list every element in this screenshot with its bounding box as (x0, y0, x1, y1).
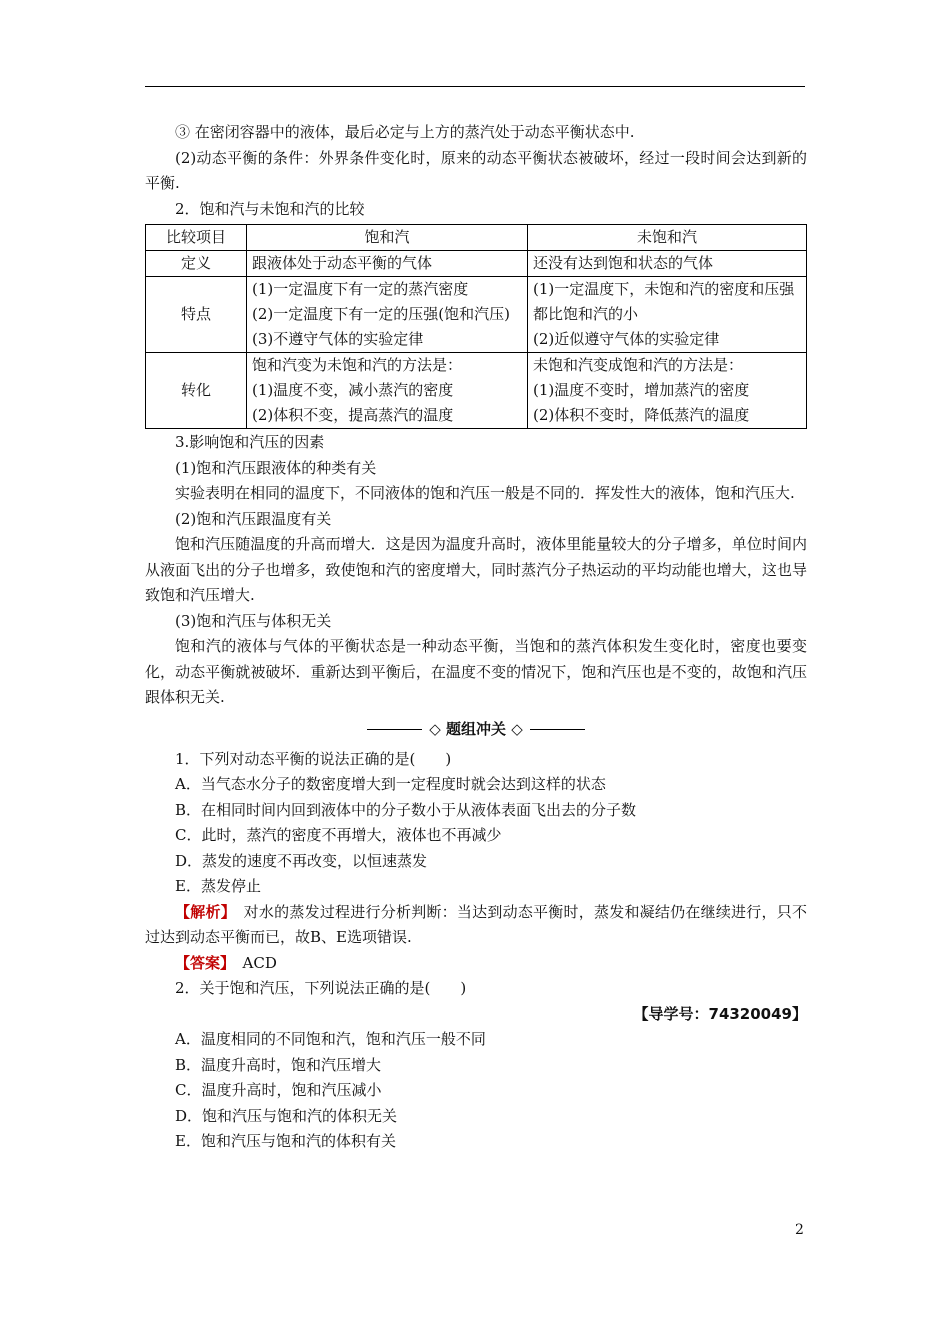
question-1-option-d: D．蒸发的速度不再改变，以恒速蒸发 (175, 851, 428, 870)
row-label-definition: 定义 (146, 251, 247, 277)
question-2-option-b: B．温度升高时，饱和汽压增大 (175, 1055, 382, 1074)
question-1-option-a: A．当气态水分子的数密度增大到一定程度时就会达到这样的状态 (175, 775, 606, 793)
header-cell-unsaturated: 未饱和汽 (528, 225, 807, 251)
divider (530, 729, 585, 730)
feature-line: (1)一定温度下有一定的蒸汽密度 (252, 280, 469, 298)
divider (367, 729, 422, 730)
feature-line: (3)不遵守气体的实验定律 (252, 330, 424, 348)
cell-definition-saturated: 跟液体处于动态平衡的气体 (247, 251, 528, 277)
header-cell-saturated: 饱和汽 (247, 225, 528, 251)
factor-2-text: 饱和汽压随温度的升高而增大．这是因为温度升高时，液体里能量较大的分子增多，单位时间内从液面飞出的分子也增多，致使饱和汽的密度增大，同时蒸汽分子热运动的平均动能也增大，这也导致饱和汽压增大. (145, 535, 807, 604)
analysis-text: 对水的蒸发过程进行分析判断：当达到动态平衡时，蒸发和凝结仍在继续进行，只不过达到动态平衡而已，故B、E选项错误. (145, 902, 807, 946)
factor-1-text: 实验表明在相同的温度下，不同液体的饱和汽压一般是不同的．挥发性大的液体，饱和汽压大. (175, 484, 795, 502)
question-2-stem: 2．关于饱和汽压，下列说法正确的是( ) (175, 979, 467, 997)
question-1-option-e: E．蒸发停止 (175, 877, 261, 895)
section-title-text: ◇ 题组冲关 ◇ (429, 719, 523, 738)
factor-3-title: (3)饱和汽压与体积无关 (175, 611, 332, 630)
conversion-line: 饱和汽变为未饱和汽的方法是： (252, 356, 463, 374)
intro-paragraph-1: ③ 在密闭容器中的液体，最后必定与上方的蒸汽处于动态平衡状态中. (175, 123, 635, 141)
question-2-option-a: A．温度相同的不同饱和汽，饱和汽压一般不同 (175, 1030, 486, 1048)
comparison-heading: 2．饱和汽与未饱和汽的比较 (175, 199, 365, 218)
table-row-definition (146, 251, 807, 277)
row-label-features: 特点 (146, 277, 247, 353)
intro-paragraph-2: (2)动态平衡的条件：外界条件变化时，原来的动态平衡状态被破坏，经过一段时间会达到新的平衡. (145, 148, 807, 192)
question-1-stem: 1．下列对动态平衡的说法正确的是( ) (175, 749, 452, 768)
conversion-line: (2)体积不变时，降低蒸汽的温度 (533, 406, 750, 424)
header-rule (145, 86, 805, 87)
conversion-line: (1)温度不变时，增加蒸汽的密度 (533, 381, 750, 399)
page-content (145, 120, 807, 1155)
header-cell-item: 比较项目 (146, 225, 247, 251)
answer-text: ACD (227, 953, 277, 972)
table-row-features (146, 277, 807, 353)
question-1-option-b: B．在相同时间内回到液体中的分子数小于从液体表面飞出去的分子数 (175, 800, 637, 819)
cell-definition-unsaturated: 还没有达到饱和状态的气体 (528, 251, 807, 277)
analysis-tag: 【解析】 (175, 902, 229, 921)
row-label-conversion: 转化 (146, 353, 247, 429)
conversion-line: (2)体积不变，提高蒸汽的温度 (252, 406, 454, 424)
factors-heading: 3.影响饱和汽压的因素 (175, 433, 325, 451)
cell-features-saturated (247, 277, 528, 353)
guide-number: 【导学号：74320049】 (633, 1004, 807, 1023)
factor-1-title: (1)饱和汽压跟液体的种类有关 (175, 458, 377, 477)
question-1-answer (145, 951, 807, 977)
page-number: 2 (795, 1222, 804, 1238)
question-2-option-d: D．饱和汽压与饱和汽的体积无关 (175, 1106, 398, 1125)
question-1-option-c: C．此时，蒸汽的密度不再增大，液体也不再减少 (175, 826, 502, 844)
question-2-option-c: C．温度升高时，饱和汽压减小 (175, 1081, 382, 1099)
factor-3-text: 饱和汽的液体与气体的平衡状态是一种动态平衡，当饱和的蒸汽体积发生变化时，密度也要变化，动态平衡就被破坏．重新达到平衡后，在温度不变的情况下，饱和汽压也是不变的，故饱和汽压跟体积无关. (145, 637, 807, 706)
table-row-conversion (146, 353, 807, 429)
question-1-analysis (145, 900, 807, 951)
conversion-line: 未饱和汽变成饱和汽的方法是： (533, 356, 744, 374)
cell-conversion-unsaturated (528, 353, 807, 429)
question-2-option-e: E．饱和汽压与饱和汽的体积有关 (175, 1132, 396, 1150)
feature-line: (2)一定温度下有一定的压强(饱和汽压) (252, 305, 510, 323)
section-title-exercises (145, 713, 807, 745)
cell-features-unsaturated (528, 277, 807, 353)
feature-line: (1)一定温度下，未饱和汽的密度和压强都比饱和汽的小 (533, 280, 795, 323)
comparison-table (145, 224, 807, 429)
feature-line: (2)近似遵守气体的实验定律 (533, 330, 720, 348)
conversion-line: (1)温度不变，减小蒸汽的密度 (252, 381, 454, 399)
answer-tag: 【答案】 (175, 953, 228, 972)
factor-2-title: (2)饱和汽压跟温度有关 (175, 509, 332, 528)
cell-conversion-saturated (247, 353, 528, 429)
table-header-row (146, 225, 807, 251)
